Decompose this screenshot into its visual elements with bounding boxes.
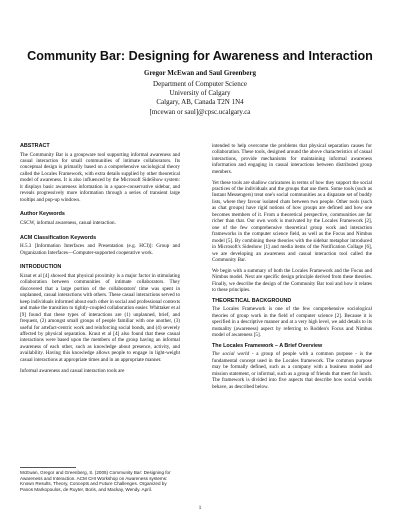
locales-heading: The Locales Framework – A Brief Overview xyxy=(212,342,323,349)
keywords-text: CSCW, informal awareness, casual interaction. xyxy=(20,219,116,226)
affiliation-university: University of Calgary xyxy=(169,89,231,98)
introduction-paragraph-1: Kraut et al [4] showed that physical proximity is a major factor in stimulating collaboration between communities of intimate collaborators. They discovered that a large portion of the collaborators' time was spent in unplanned, casual interactions with others. These casual interactions served to keep individuals informed about each other in social and professional contexts and make the transition to tightly-coupled collaboration easier. Whittaker et al [9] found that these types of interactions are (1) unplanned, brief, and frequent, (2) amongst small groups of people familiar with one another, (3) useful for artefact-centric work and reinforcing social bonds, and (4) severely affected by physical separation. Kraut et al [4] also found that these casual interactions were based upon the members of the group having an informal awareness of each other, such as knowledge about presence, activity, and availability. Having this knowledge allows people to engage in light-weight casual interactions at appropriate times and in an appropriate manner. xyxy=(20,272,180,363)
introduction-paragraph-2: Informal awareness and casual interaction tools are xyxy=(20,367,125,374)
body-paragraph-3: We begin with a summary of both the Locales Framework and the Focus and Nimbus model. Next are specific design principle derived from these theories. Finally, we describe the design of the Community Bar tool and how it relates to these principles. xyxy=(212,267,372,294)
affiliation-email: [mcewan or saul]@cpsc.ucalgary.ca xyxy=(149,107,251,116)
author-affiliation xyxy=(20,80,380,117)
body-paragraph-5-text: - a group of people with a common purpose - is the fundamental concept used in the Locales framework. The common purpose may be formally defined, such as a company with a business model and mission statement, or informal, such as a group of friends that meet for lunch. The framework is divided into five aspects that describe how social worlds behave, as described below. xyxy=(212,351,372,390)
social-world-term: The social world xyxy=(212,351,250,358)
page-number: 1 xyxy=(198,505,202,511)
body-paragraph-4: The Locales Framework is one of the few comprehensive sociological theories of group work in the field of computer science [2]. Because it is specified in a descriptive manner and at a very high level, we add details to its mutuality (awareness) aspect by referring to Rodden's Focus and Nimbus model of awareness [5]. xyxy=(212,306,372,339)
keywords-heading: Author Keywords xyxy=(20,211,65,218)
footnote: McEwan, Gregor and Greenberg, S. (2005) Community Bar: Designing for Awareness and Interaction. ACM CHI Workshop on Awareness systems: Known Results, Theory, Concepts and Future Challenges. Organized by Panos Markopoulos, de Ruyter, Boris, and Mackay, Wendy. April. xyxy=(20,470,171,492)
introduction-heading: INTRODUCTION xyxy=(20,264,62,271)
left-column xyxy=(20,143,180,378)
body-paragraph-2: Yet these tools are shallow caricatures in terms of how they support the social practices of the individuals and the groups that use them. Some tools (such as Instant Messengers) treat one's social communities as a disparate set of buddy lists, where they favour isolated chats between two people. Other tools (such as chat groups) have rigid notions of how groups are defined and how one becomes members of it. From a theoretical perspective, communities are far richer than that. Our own work is motivated by the Locales Framework [2], one of the few comprehensive theoretical group work and interaction frameworks in the computer science field, as well as the Focus and Nimbus model [5]. By combining these theories with the sidebar metaphor introduced in Microsoft's Sideshow [1] and media items of the Notification Collage [6], we are developing an awareness and casual interaction tool called the Community Bar. xyxy=(212,179,372,263)
acm-text: H.5.3 [Information Interfaces and Presentation (e.g. HCI)]: Group and Organization Interfaces—Computer-supported cooperative work. xyxy=(20,243,180,256)
theory-heading: THEORETICAL BACKGROUND xyxy=(212,297,292,304)
paper-authors: Gregor McEwan and Saul Greenberg xyxy=(144,69,256,77)
abstract-heading: ABSTRACT xyxy=(20,143,50,149)
right-column xyxy=(212,143,372,394)
body-paragraph-5 xyxy=(212,351,372,390)
acm-heading: ACM Classification Keywords xyxy=(20,234,97,241)
footnote-rule xyxy=(20,467,76,468)
body-paragraph-1: intended to help overcome the problems that physical separation causes for collaboration. These tools, designed around the above characteristics of casual interactions, provide mechanisms for maintaining informal awareness information and engaging in casual interactions between distributed group members. xyxy=(212,143,372,175)
affiliation-city: Calgary, AB, Canada T2N 1N4 xyxy=(156,98,244,107)
abstract-text: The Community Bar is a groupware tool supporting informal awareness and casual interaction for small communities of intimate collaborators. Its conceptual design is primarily based on a comprehensive sociological theory called the Locales Framework, with extra details supplied by other theoretical model of awareness. It is also influenced by the Microsoft SideShow system: it displays basic awareness information in a space-conservative sidebar, and reveals progressively more information through a series of transient large tooltips and pop-up windows. xyxy=(20,151,180,203)
paper-title: Community Bar: Designing for Awareness and Interaction xyxy=(27,49,373,63)
affiliation-department: Department of Computer Science xyxy=(153,80,247,88)
